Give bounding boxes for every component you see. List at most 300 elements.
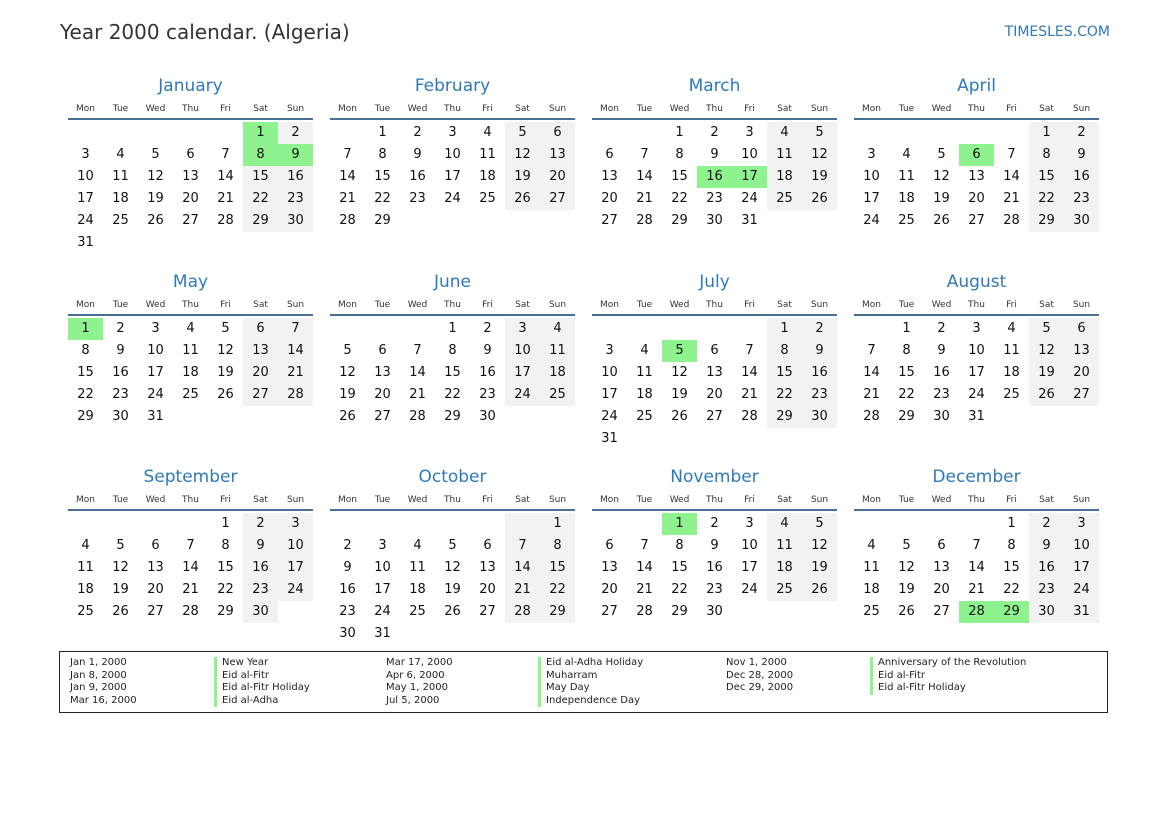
day-grid <box>330 122 575 232</box>
weekday-label: Wed <box>145 300 166 310</box>
month-name: January <box>158 76 223 96</box>
weekday-label: Wed <box>145 104 166 114</box>
day-cell: 18 <box>112 191 129 206</box>
day-cell: 19 <box>112 582 129 597</box>
day-cell: 13 <box>182 169 199 184</box>
day-cell: 12 <box>1029 340 1064 362</box>
weekday-label: Thu <box>182 104 199 114</box>
day-cell: 7 <box>343 147 352 162</box>
weekday-header <box>330 296 575 316</box>
day-cell: 17 <box>741 560 758 575</box>
day-cell: 7 <box>278 318 313 340</box>
day-cell: 14 <box>182 560 199 575</box>
day-cell: 3 <box>745 125 754 140</box>
month-december <box>854 463 1099 653</box>
empty-cell <box>732 318 767 340</box>
day-cell: 30 <box>933 409 950 424</box>
empty-cell <box>330 318 365 340</box>
month-name: September <box>143 467 238 487</box>
day-cell: 15 <box>671 560 688 575</box>
day-cell: 13 <box>601 169 618 184</box>
month-august <box>854 268 1099 458</box>
weekday-label: Tue <box>898 104 915 114</box>
day-cell: 21 <box>863 387 880 402</box>
day-cell: 2 <box>243 513 278 535</box>
day-cell: 21 <box>636 582 653 597</box>
weekday-label: Fri <box>482 300 493 310</box>
day-cell: 5 <box>802 513 837 535</box>
day-cell: 23 <box>933 387 950 402</box>
day-cell: 11 <box>767 535 802 557</box>
weekday-label: Tue <box>374 300 391 310</box>
weekday-header <box>592 296 837 316</box>
day-cell: 1 <box>902 321 911 336</box>
weekday-label: Sun <box>548 300 567 310</box>
day-cell: 12 <box>112 560 129 575</box>
day-cell: 31 <box>147 409 164 424</box>
day-cell: 15 <box>374 169 391 184</box>
weekday-label: Mon <box>862 495 881 505</box>
day-cell: 6 <box>1064 318 1099 340</box>
empty-cell <box>173 122 208 144</box>
day-cell: 21 <box>182 582 199 597</box>
empty-cell <box>400 513 435 535</box>
day-cell: 2 <box>278 122 313 144</box>
day-cell: 16 <box>409 169 426 184</box>
day-cell: 17 <box>601 387 618 402</box>
day-cell: 4 <box>186 321 195 336</box>
day-cell: 14 <box>636 169 653 184</box>
day-cell: 4 <box>413 538 422 553</box>
day-cell: 9 <box>710 538 719 553</box>
weekday-label: Sun <box>1072 300 1091 310</box>
day-cell: 8 <box>1007 538 1016 553</box>
day-cell: 26 <box>802 579 837 601</box>
day-cell: 17 <box>444 169 461 184</box>
day-cell: 12 <box>147 169 164 184</box>
day-cell: 11 <box>409 560 426 575</box>
day-cell: 31 <box>1064 601 1099 623</box>
weekday-label: Sun <box>548 495 567 505</box>
day-cell: 16 <box>339 582 356 597</box>
day-cell: 9 <box>1064 144 1099 166</box>
weekday-label: Sat <box>253 495 268 505</box>
day-cell: 1 <box>448 321 457 336</box>
weekday-label: Mon <box>862 300 881 310</box>
day-cell: 13 <box>243 340 278 362</box>
day-cell: 20 <box>479 582 496 597</box>
legend-date: Jan 1, 2000 <box>70 657 127 668</box>
day-cell: 6 <box>605 538 614 553</box>
day-cell: 15 <box>767 362 802 384</box>
day-cell: 20 <box>182 191 199 206</box>
day-cell: 10 <box>741 538 758 553</box>
day-cell: 11 <box>863 560 880 575</box>
weekday-label: Thu <box>968 300 985 310</box>
weekday-label: Wed <box>931 495 952 505</box>
weekday-label: Sat <box>515 300 530 310</box>
day-grid <box>854 318 1099 428</box>
weekday-header <box>68 100 313 120</box>
weekday-label: Fri <box>1006 300 1017 310</box>
day-cell: 6 <box>151 538 160 553</box>
day-cell: 13 <box>540 144 575 166</box>
weekday-label: Sat <box>253 300 268 310</box>
weekday-label: Tue <box>112 495 129 505</box>
weekday-label: Tue <box>898 495 915 505</box>
day-cell: 9 <box>483 343 492 358</box>
day-cell: 6 <box>378 343 387 358</box>
day-cell: 19 <box>217 365 234 380</box>
month-name: May <box>172 272 209 292</box>
weekday-label: Fri <box>220 495 231 505</box>
page-title: Year 2000 calendar. (Algeria) <box>60 20 350 44</box>
day-cell: 30 <box>278 210 313 232</box>
day-cell: 2 <box>1064 122 1099 144</box>
month-september <box>68 463 313 653</box>
day-cell: 11 <box>767 144 802 166</box>
day-cell: 18 <box>77 582 94 597</box>
day-cell: 1 <box>243 122 278 144</box>
weekday-label: Mon <box>600 495 619 505</box>
day-cell: 25 <box>479 191 496 206</box>
day-cell: 13 <box>933 560 950 575</box>
weekday-label: Sat <box>777 495 792 505</box>
day-cell: 21 <box>636 191 653 206</box>
day-cell: 2 <box>710 516 719 531</box>
empty-cell <box>627 318 662 340</box>
day-cell: 10 <box>374 560 391 575</box>
weekday-label: Wed <box>669 104 690 114</box>
day-cell: 20 <box>601 191 618 206</box>
day-cell: 31 <box>374 626 391 641</box>
weekday-label: Mon <box>76 104 95 114</box>
empty-cell <box>103 122 138 144</box>
day-cell: 28 <box>409 409 426 424</box>
day-cell: 27 <box>479 604 496 619</box>
day-cell: 16 <box>1029 557 1064 579</box>
day-cell: 13 <box>147 560 164 575</box>
empty-cell <box>592 318 627 340</box>
day-cell: 16 <box>802 362 837 384</box>
day-cell: 14 <box>1003 169 1020 184</box>
legend-holiday-name: Anniversary of the Revolution <box>870 657 1026 670</box>
day-cell: 20 <box>933 582 950 597</box>
weekday-label: Fri <box>1006 104 1017 114</box>
day-cell: 19 <box>671 387 688 402</box>
day-cell: 4 <box>767 513 802 535</box>
day-cell: 25 <box>767 579 802 601</box>
day-cell: 15 <box>1029 166 1064 188</box>
empty-cell <box>68 513 103 535</box>
day-cell: 25 <box>898 213 915 228</box>
day-cell: 16 <box>243 557 278 579</box>
day-cell: 5 <box>902 538 911 553</box>
day-cell: 30 <box>243 601 278 623</box>
day-cell: 14 <box>409 365 426 380</box>
day-cell: 8 <box>1029 144 1064 166</box>
day-cell: 6 <box>937 538 946 553</box>
weekday-label: Wed <box>407 495 428 505</box>
day-cell: 5 <box>505 122 540 144</box>
day-cell: 23 <box>706 582 723 597</box>
day-cell: 19 <box>444 582 461 597</box>
day-cell: 3 <box>448 125 457 140</box>
empty-cell <box>365 318 400 340</box>
day-cell: 6 <box>605 147 614 162</box>
weekday-label: Sat <box>777 104 792 114</box>
day-cell: 29 <box>444 409 461 424</box>
day-cell: 28 <box>636 604 653 619</box>
empty-cell <box>889 122 924 144</box>
day-cell: 17 <box>147 365 164 380</box>
empty-cell <box>854 122 889 144</box>
day-cell: 3 <box>605 343 614 358</box>
empty-cell <box>854 318 889 340</box>
day-cell: 11 <box>636 365 653 380</box>
day-cell: 11 <box>112 169 129 184</box>
site-link[interactable]: TIMESLES.COM <box>1004 24 1110 40</box>
day-cell: 8 <box>540 535 575 557</box>
weekday-label: Sun <box>548 104 567 114</box>
day-cell: 27 <box>968 213 985 228</box>
day-cell: 16 <box>706 560 723 575</box>
month-name: March <box>688 76 741 96</box>
day-cell: 6 <box>483 538 492 553</box>
day-cell: 1 <box>675 125 684 140</box>
day-cell: 13 <box>968 169 985 184</box>
empty-cell <box>173 513 208 535</box>
weekday-label: Wed <box>931 300 952 310</box>
day-cell: 30 <box>706 213 723 228</box>
day-cell: 25 <box>112 213 129 228</box>
day-cell: 22 <box>243 188 278 210</box>
empty-cell <box>959 122 994 144</box>
empty-cell <box>889 513 924 535</box>
day-cell: 18 <box>767 557 802 579</box>
day-cell: 13 <box>1064 340 1099 362</box>
day-grid <box>592 513 837 623</box>
day-cell: 18 <box>182 365 199 380</box>
legend-date: Dec 28, 2000 <box>726 669 794 681</box>
month-february <box>330 72 575 262</box>
weekday-label: Sun <box>286 495 305 505</box>
day-cell: 30 <box>479 409 496 424</box>
legend-holiday-name: Eid al-Adha Holiday <box>538 657 643 670</box>
day-cell: 28 <box>863 409 880 424</box>
month-name: August <box>946 272 1007 292</box>
day-cell: 1 <box>662 513 697 535</box>
empty-cell <box>365 513 400 535</box>
month-name: April <box>957 76 996 96</box>
day-cell: 29 <box>217 604 234 619</box>
day-cell: 2 <box>343 538 352 553</box>
day-cell: 31 <box>77 235 94 250</box>
weekday-label: Wed <box>407 300 428 310</box>
day-cell: 27 <box>182 213 199 228</box>
empty-cell <box>924 513 959 535</box>
legend-holiday-name: New Year <box>214 657 310 670</box>
day-cell: 26 <box>933 213 950 228</box>
day-cell: 8 <box>448 343 457 358</box>
month-name: July <box>699 272 730 292</box>
day-cell: 20 <box>147 582 164 597</box>
day-cell: 23 <box>339 604 356 619</box>
day-cell: 3 <box>1064 513 1099 535</box>
day-cell: 30 <box>1064 210 1099 232</box>
day-cell: 25 <box>636 409 653 424</box>
day-grid <box>854 122 1099 232</box>
day-cell: 23 <box>1064 188 1099 210</box>
day-cell: 9 <box>116 343 125 358</box>
legend-date: Jan 8, 2000 <box>70 669 127 681</box>
day-cell: 14 <box>505 557 540 579</box>
empty-cell <box>138 122 173 144</box>
day-cell: 25 <box>182 387 199 402</box>
day-cell: 15 <box>77 365 94 380</box>
day-cell: 11 <box>898 169 915 184</box>
day-cell: 8 <box>378 147 387 162</box>
day-cell: 4 <box>640 343 649 358</box>
weekday-label: Mon <box>600 300 619 310</box>
weekday-label: Mon <box>338 300 357 310</box>
day-cell: 9 <box>802 340 837 362</box>
day-cell: 21 <box>409 387 426 402</box>
legend-date-column <box>70 657 137 707</box>
day-cell: 30 <box>706 604 723 619</box>
day-cell: 23 <box>479 387 496 402</box>
day-cell: 28 <box>217 213 234 228</box>
day-cell: 28 <box>278 384 313 406</box>
month-march <box>592 72 837 262</box>
weekday-label: Tue <box>374 104 391 114</box>
day-cell: 4 <box>767 122 802 144</box>
day-cell: 4 <box>483 125 492 140</box>
day-cell: 22 <box>671 191 688 206</box>
day-cell: 14 <box>278 340 313 362</box>
empty-cell <box>138 513 173 535</box>
day-cell: 17 <box>732 166 767 188</box>
day-cell: 7 <box>1007 147 1016 162</box>
day-cell: 23 <box>278 188 313 210</box>
day-cell: 24 <box>741 582 758 597</box>
day-cell: 24 <box>147 387 164 402</box>
weekday-label: Sat <box>515 104 530 114</box>
weekday-label: Mon <box>862 104 881 114</box>
day-cell: 10 <box>278 535 313 557</box>
weekday-label: Sun <box>1072 495 1091 505</box>
day-cell: 21 <box>278 362 313 384</box>
day-cell: 12 <box>898 560 915 575</box>
day-cell: 4 <box>867 538 876 553</box>
day-cell: 24 <box>77 213 94 228</box>
day-cell: 23 <box>409 191 426 206</box>
empty-cell <box>627 122 662 144</box>
weekday-label: Thu <box>968 495 985 505</box>
day-cell: 29 <box>1029 210 1064 232</box>
day-cell: 1 <box>1029 122 1064 144</box>
day-cell: 19 <box>147 191 164 206</box>
day-cell: 3 <box>867 147 876 162</box>
legend-date: Apr 6, 2000 <box>386 669 445 681</box>
day-cell: 8 <box>81 343 90 358</box>
day-cell: 29 <box>898 409 915 424</box>
day-cell: 15 <box>444 365 461 380</box>
day-cell: 22 <box>444 387 461 402</box>
weekday-label: Sat <box>253 104 268 114</box>
legend-date: Mar 16, 2000 <box>70 694 137 706</box>
legend-date: May 1, 2000 <box>386 682 449 693</box>
month-october <box>330 463 575 653</box>
empty-cell <box>627 513 662 535</box>
day-grid <box>592 122 837 232</box>
weekday-label: Mon <box>600 104 619 114</box>
day-cell: 10 <box>77 169 94 184</box>
day-cell: 14 <box>968 560 985 575</box>
day-cell: 27 <box>540 188 575 210</box>
day-cell: 28 <box>636 213 653 228</box>
day-cell: 16 <box>112 365 129 380</box>
day-cell: 18 <box>767 166 802 188</box>
weekday-label: Sat <box>515 495 530 505</box>
month-january <box>68 72 313 262</box>
day-cell: 9 <box>413 147 422 162</box>
weekday-label: Sun <box>810 104 829 114</box>
day-cell: 2 <box>802 318 837 340</box>
day-cell: 8 <box>902 343 911 358</box>
day-cell: 21 <box>505 579 540 601</box>
day-cell: 16 <box>1064 166 1099 188</box>
weekday-header <box>68 491 313 511</box>
empty-cell <box>592 122 627 144</box>
month-june <box>330 268 575 458</box>
day-cell: 7 <box>972 538 981 553</box>
weekday-header <box>854 491 1099 511</box>
weekday-label: Wed <box>669 495 690 505</box>
day-cell: 29 <box>671 213 688 228</box>
day-cell: 28 <box>959 601 994 623</box>
day-cell: 19 <box>505 166 540 188</box>
day-cell: 14 <box>339 169 356 184</box>
month-name: November <box>670 467 759 487</box>
empty-cell <box>662 318 697 340</box>
day-cell: 8 <box>767 340 802 362</box>
day-cell: 30 <box>802 406 837 428</box>
weekday-label: Sun <box>810 300 829 310</box>
day-cell: 15 <box>898 365 915 380</box>
day-cell: 3 <box>505 318 540 340</box>
weekday-label: Tue <box>112 104 129 114</box>
empty-cell <box>470 513 505 535</box>
day-cell: 9 <box>243 535 278 557</box>
day-cell: 8 <box>243 144 278 166</box>
day-cell: 27 <box>706 409 723 424</box>
day-cell: 28 <box>339 213 356 228</box>
day-cell: 6 <box>186 147 195 162</box>
day-cell: 12 <box>802 144 837 166</box>
weekday-label: Thu <box>182 495 199 505</box>
day-cell: 6 <box>243 318 278 340</box>
day-cell: 29 <box>77 409 94 424</box>
day-cell: 5 <box>802 122 837 144</box>
legend-date: Dec 29, 2000 <box>726 682 794 693</box>
legend-holiday-name: Eid al-Fitr Holiday <box>870 682 1026 695</box>
day-cell: 26 <box>505 188 540 210</box>
empty-cell <box>505 513 540 535</box>
day-cell: 10 <box>741 147 758 162</box>
day-cell: 28 <box>505 601 540 623</box>
day-cell: 11 <box>182 343 199 358</box>
